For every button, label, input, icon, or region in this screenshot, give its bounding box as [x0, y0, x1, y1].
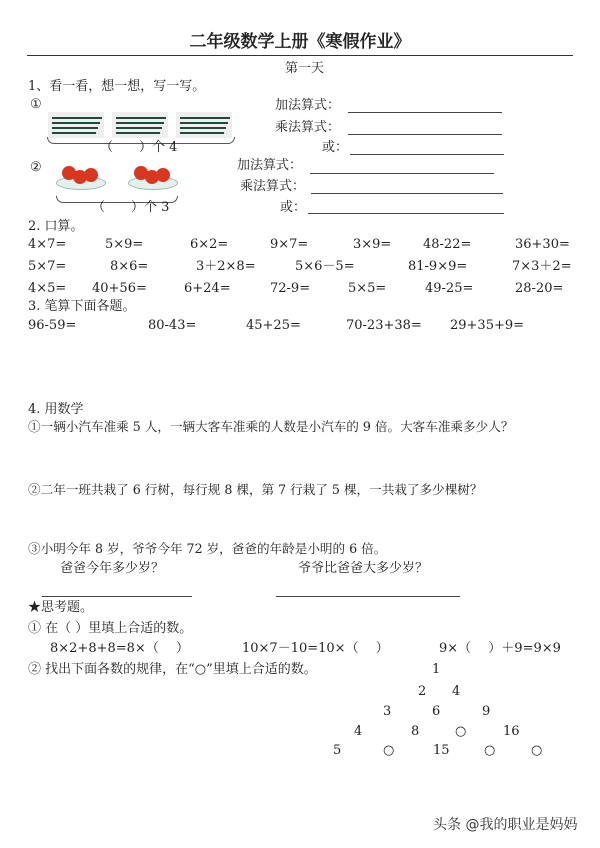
q3-heading: 3. 笔算下面各题。 — [28, 299, 136, 314]
triangle-number: 8 — [411, 724, 420, 739]
mental-math-item: 6×2= — [190, 237, 229, 252]
watermark: 头条 @我的职业是妈妈 — [433, 817, 578, 833]
mental-math-item: 28-20= — [515, 281, 564, 296]
triangle-number: 6 — [432, 704, 441, 719]
answer-line[interactable] — [276, 596, 460, 597]
written-calc-item: 45+25= — [246, 318, 301, 333]
q1-item2-caption: （ ）个 3 — [92, 200, 170, 215]
mental-math-item: 4×7= — [28, 237, 67, 252]
triangle-blank[interactable]: ○ — [455, 724, 467, 739]
think-sub-1: ① 在（ ）里填上合适的数。 — [28, 621, 193, 636]
title-rule — [27, 55, 573, 56]
triangle-number: 4 — [354, 724, 363, 739]
word-problem-3b: 爷爷比爸爸大多少岁？ — [298, 561, 429, 576]
answer-line[interactable] — [308, 213, 504, 214]
mental-math-item: 5×6－5= — [295, 259, 355, 274]
mental-math-item: 5×7= — [28, 259, 67, 274]
q1-item1-mark: ① — [30, 97, 42, 112]
mental-math-item: 5×9= — [105, 237, 144, 252]
triangle-number: 4 — [452, 684, 461, 699]
answer-line[interactable] — [348, 134, 502, 135]
answer-line[interactable] — [350, 154, 504, 155]
q1-item1-caption: （ ）个 4 — [100, 140, 178, 155]
word-problem-3a: 爸爸今年多少岁？ — [60, 561, 165, 576]
answer-line[interactable] — [42, 596, 192, 597]
triangle-number: 9 — [482, 704, 491, 719]
mental-math-item: 7×3＋2= — [512, 259, 572, 274]
written-calc-item: 80-43= — [148, 318, 197, 333]
mental-math-item: 8×6= — [110, 259, 149, 274]
triangle-number: 1 — [432, 662, 441, 677]
q1-heading: 1、看一看，想一想，写一写。 — [28, 79, 206, 94]
q1-item2-mark: ② — [30, 160, 42, 175]
think-sub-2: ② 找出下面各数的规律，在“○”里填上合适的数。 — [28, 662, 317, 677]
written-calc-item: 70-23+38= — [346, 318, 422, 333]
day-label: 第一天 — [285, 61, 325, 76]
mental-math-item: 3＋2×8= — [196, 259, 256, 274]
written-calc-item: 96-59= — [28, 318, 77, 333]
answer-line[interactable] — [348, 112, 502, 113]
mul-label-1: 乘法算式： — [275, 120, 341, 135]
add-label-2: 加法算式： — [237, 158, 303, 173]
fill-blank-equation[interactable]: 10×7－10=10×（ ） — [242, 641, 389, 656]
mental-math-item: 9×7= — [270, 237, 309, 252]
q2-heading: 2. 口算。 — [28, 219, 84, 234]
triangle-blank[interactable]: ○ — [383, 743, 395, 758]
fill-blank-equation[interactable]: 8×2+8+8=8×（ ） — [50, 641, 189, 656]
triangle-blank[interactable]: ○ — [484, 743, 496, 758]
or-label-1: 或： — [322, 140, 349, 155]
add-label-1: 加法算式： — [275, 98, 341, 113]
or-label-2: 或： — [280, 200, 307, 215]
fill-blank-equation[interactable]: 9×（ ）＋9=9×9 — [439, 641, 561, 656]
mental-math-item: 4×5= — [28, 281, 67, 296]
answer-line[interactable] — [311, 193, 503, 194]
mental-math-item: 5×5= — [348, 281, 387, 296]
answer-line[interactable] — [310, 173, 494, 174]
q4-heading: 4. 用数学 — [28, 402, 84, 417]
triangle-number: 15 — [433, 743, 450, 758]
mental-math-item: 72-9= — [270, 281, 311, 296]
mental-math-item: 48-22= — [423, 237, 472, 252]
written-calc-item: 29+35+9= — [450, 318, 525, 333]
mental-math-item: 3×9= — [353, 237, 392, 252]
triangle-number: 5 — [333, 743, 342, 758]
page-title: 二年级数学上册《寒假作业》 — [189, 32, 411, 52]
word-problem-1: ①一辆小汽车准乘 5 人，一辆大客车准乘的人数是小汽车的 9 倍。大客车准乘多少人？ — [28, 419, 514, 434]
mental-math-item: 49-25= — [425, 281, 474, 296]
triangle-blank[interactable]: ○ — [531, 743, 543, 758]
mental-math-item: 40+56= — [92, 281, 147, 296]
word-problem-2: ②二年一班共栽了 6 行树，每行规 8 棵，第 7 行栽了 5 棵，一共栽了多少棵树？ — [28, 482, 483, 497]
word-problem-3: ③小明今年 8 岁，爷爷今年 72 岁，爸爸的年龄是小明的 6 倍。 — [28, 541, 387, 556]
triangle-number: 16 — [503, 724, 520, 739]
triangle-number: 2 — [418, 684, 427, 699]
mental-math-item: 6+24= — [184, 281, 231, 296]
mental-math-item: 36+30= — [515, 237, 570, 252]
triangle-number: 3 — [383, 704, 392, 719]
mul-label-2: 乘法算式： — [240, 179, 306, 194]
mental-math-item: 81-9×9= — [408, 259, 468, 274]
think-heading: ★思考题。 — [28, 600, 94, 615]
